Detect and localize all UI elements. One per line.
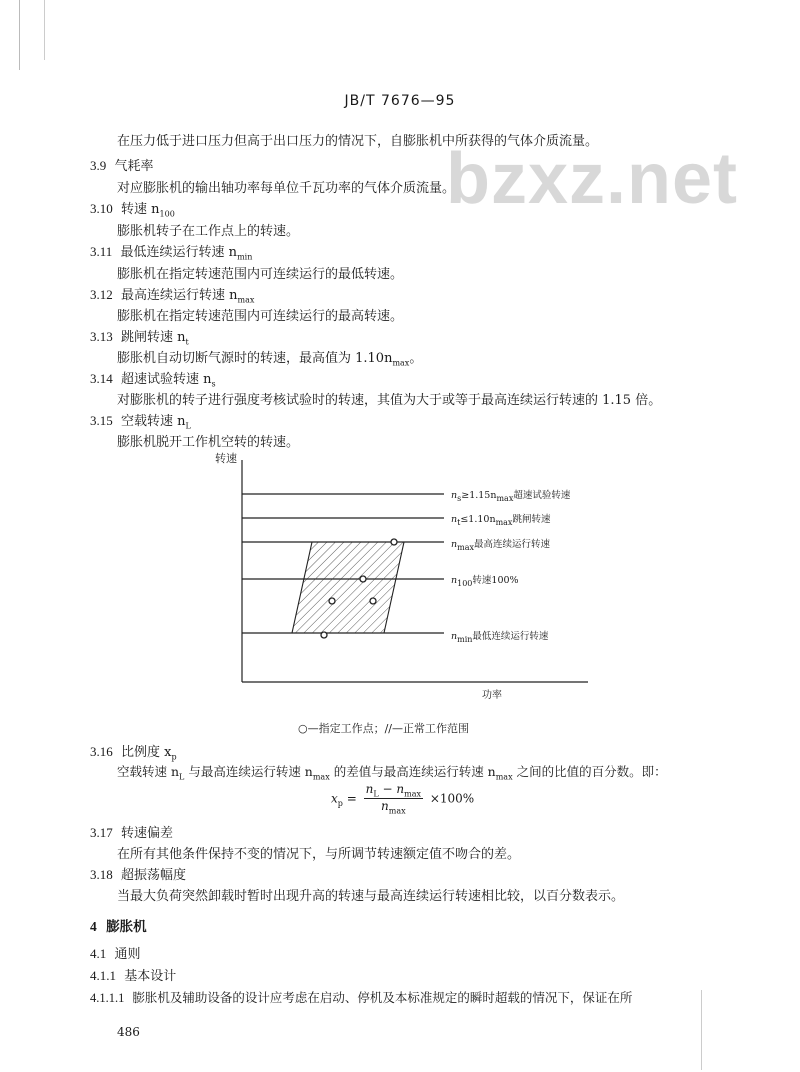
section-heading: 4.1.1.1 膨胀机及辅助设备的设计应考虑在启动、停机及本标准规定的瞬时超载的情况下，保证在所	[90, 990, 633, 1005]
body-line: 对应膨胀机的输出轴功率每单位千瓦功率的气体介质流量。	[117, 181, 456, 196]
scan-edge-mark	[701, 990, 702, 1070]
body-line: 对膨胀机的转子进行强度考核试验时的转速，其值为大于或等于最高连续运行转速的 1.15 倍。	[117, 393, 662, 408]
body-line: 膨胀机在指定转速范围内可连续运行的最低转速。	[117, 267, 404, 282]
section-heading: 3.15 空载转速 $n_L$	[90, 413, 191, 431]
work-point	[360, 576, 366, 582]
figure-caption: ○—指定工作点；//—正常工作范围	[298, 722, 470, 735]
body-line: 在所有其他条件保持不变的情况下，与所调节转速额定值不吻合的差。	[117, 847, 521, 862]
section-heading: 4.1 通则	[90, 946, 141, 962]
section-heading: 3.9 气耗率	[90, 158, 154, 174]
scan-edge-mark	[44, 0, 45, 60]
level-label-nmax: $n_{max}$最高连续运行转速	[451, 539, 551, 552]
section-heading: 3.16 比例度 $x_p$	[90, 744, 177, 762]
body-line: 膨胀机在指定转速范围内可连续运行的最高转速。	[117, 309, 404, 324]
page-number: 486	[117, 1025, 140, 1039]
x-axis-label: 功率	[482, 690, 502, 701]
section-heading: 3.10 转速 $n_{100}$	[90, 201, 175, 219]
work-point	[391, 539, 397, 545]
chapter-heading: 4 膨胀机	[90, 919, 147, 935]
section-heading: 3.14 超速试验转速 $n_s$	[90, 371, 216, 389]
work-point	[370, 598, 376, 604]
body-line: 空载转速 $n_L$ 与最高连续运行转速 $n_{max}$ 的差值与最高连续运行转速 $n_{max}$ 之间的比值的百分数。即：	[117, 764, 667, 782]
section-heading: 3.13 跳闸转速 $n_t$	[90, 329, 189, 347]
section-heading: 3.18 超振荡幅度	[90, 867, 187, 883]
body-line: 膨胀机转子在工作点上的转速。	[117, 224, 300, 239]
section-heading: 4.1.1 基本设计	[90, 968, 177, 984]
work-point	[329, 598, 335, 604]
watermark: bzxz.net	[446, 139, 739, 219]
y-axis-label: 转速	[215, 452, 237, 465]
level-label-n100: $n_{100}$转速100%	[451, 575, 519, 588]
section-heading: 3.12 最高连续运行转速 $n_{max}$	[90, 287, 255, 305]
formula-fraction: $\frac{n_L - n_{max}}{n_{max}}$	[365, 782, 421, 816]
scan-edge-mark	[19, 0, 20, 70]
page-header: JB/T 7676—95	[344, 93, 456, 109]
work-point	[321, 632, 327, 638]
level-label-nmin: $n_{min}$最低连续运行转速	[451, 631, 549, 644]
formula: $x_p$ = $\frac{n_L - n_{max}}{n_{max}}$ ×100%	[331, 782, 475, 816]
body-line: 膨胀机脱开工作机空转的转速。	[117, 435, 300, 450]
body-line: 膨胀机自动切断气源时的转速，最高值为 $1.10n_{max}$。	[117, 351, 423, 368]
section-heading: 3.11 最低连续运行转速 $n_{min}$	[90, 244, 253, 262]
level-label-nt: $n_t\le 1.10n_{max}$跳闸转速	[451, 514, 551, 527]
body-line: 在压力低于进口压力但高于出口压力的情况下，自膨胀机中所获得的气体介质流量。	[117, 134, 599, 149]
normal-operating-range	[292, 542, 404, 633]
level-label-ns: $n_s\ge 1.15n_{max}$超速试验转速	[451, 490, 571, 503]
section-heading: 3.17 转速偏差	[90, 825, 174, 841]
body-line: 当最大负荷突然卸载时暂时出现升高的转速与最高连续运行转速相比较，以百分数表示。	[117, 889, 625, 904]
